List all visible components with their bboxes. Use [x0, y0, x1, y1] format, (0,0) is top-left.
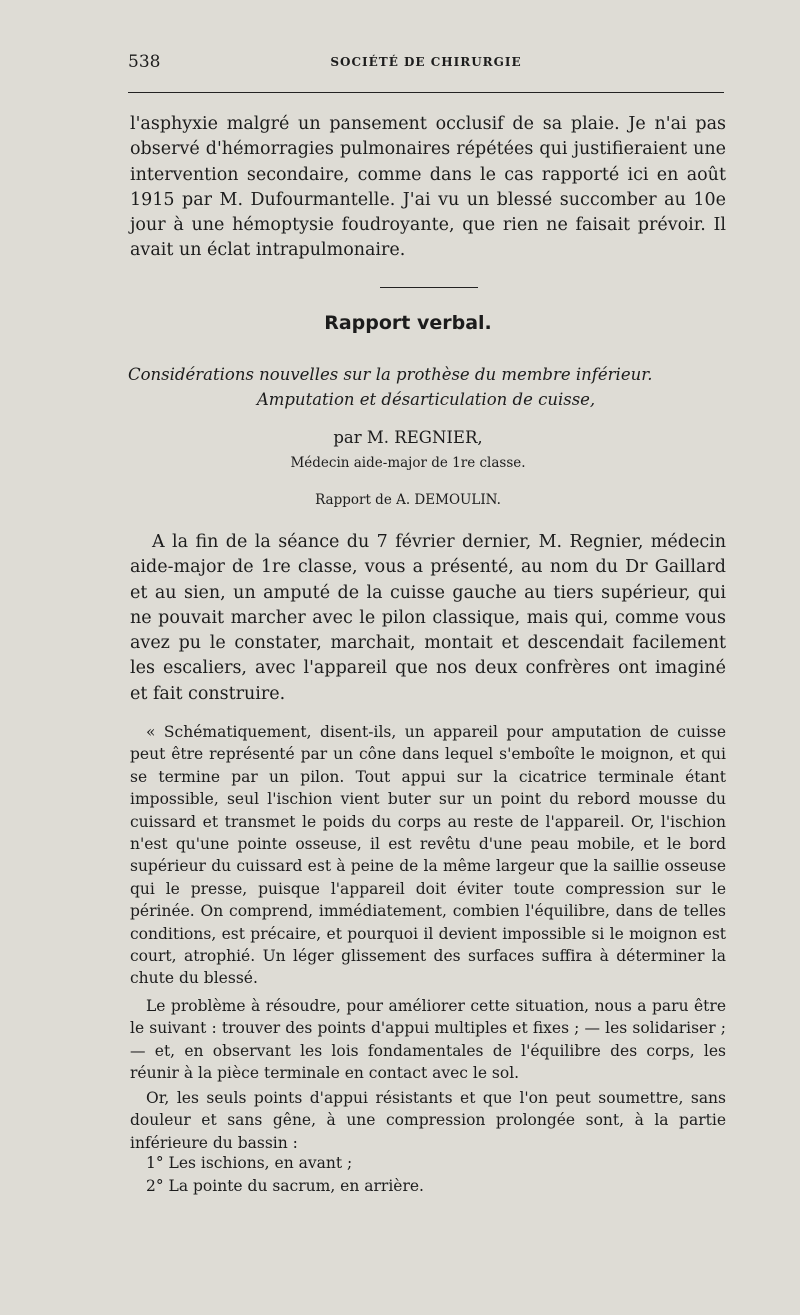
page-number: 538 — [128, 52, 161, 72]
list-item: 2° La pointe du sacrum, en arrière. — [146, 1177, 424, 1195]
author-byline: par M. REGNIER, — [333, 428, 483, 447]
subtitle-line-2: Amputation et désarticulation de cuisse, — [256, 390, 596, 409]
page-header — [128, 52, 724, 76]
quote-paragraph-1: « Schématiquement, disent-ils, un appareil pour amputation de cuisse peut être représenté par un cône dans lequel s'emboîte le moignon, et qui se termine par un pilon. Tout appui sur la cicatrice terminale étant impossible, seul l'ischion vient buter sur un point du rebord mousse du cuissard et transmet le poids du corps au reste de l'appareil. Or, l'ischion n'est qu'une pointe osseuse, il est revêtu d'une peau mobile, et le bord supérieur du cuissard est à peine de la même largeur que la saillie osseuse qui le presse, puisque l'appareil doit éviter toute compression sur le périnée. On comprend, immédiatement, combien l'équilibre, dans de telles conditions, est précaire, et pourquoi il devient impossible si le moignon est court, atrophié. Un léger glissement des surfaces suffira à déterminer la chute du blessé. — [130, 723, 726, 988]
section-divider — [380, 287, 478, 288]
quote-paragraph-2: Le problème à résoudre, pour améliorer cette situation, nous a paru être le suivant : trouver des points d'appui multiples et fixes ; — les solidariser ; — et, en observant les lois fondamentales de l'équilibre des corps, les réunir à la pièce terminale en contact avec le sol. — [130, 997, 726, 1083]
reporter-line: Rapport de A. DEMOULIN. — [315, 492, 501, 508]
list-item: 1° Les ischions, en avant ; — [146, 1154, 353, 1172]
quote-paragraph-3: Or, les seuls points d'appui résistants et que l'on peut soumettre, sans douleur et sans gêne, à une compression prolongée sont, à la partie inférieure du bassin : — [130, 1089, 726, 1152]
header-rule — [128, 92, 724, 93]
paragraph-continuation: l'asphyxie malgré un pansement occlusif de sa plaie. Je n'ai pas observé d'hémorragies pulmonaires répétées qui justifieraient une intervention secondaire, comme dans le cas rapporté ici en août 1915 par M. Dufourmantelle. J'ai vu un blessé succomber au 10e jour à une hémoptysie foudroyante, que rien ne faisait prévoir. Il avait un éclat intrapulmonaire. — [130, 114, 726, 261]
running-head: SOCIÉTÉ DE CHIRURGIE — [330, 55, 522, 69]
subtitle-line-1: Considérations nouvelles sur la prothèse du membre inférieur. — [128, 365, 653, 384]
paragraph-intro: A la fin de la séance du 7 février dernier, M. Regnier, médecin aide-major de 1re classe, vous a présenté, au nom du Dr Gaillard et au sien, un amputé de la cuisse gauche au tiers supérieur, qui ne pouvait marcher avec le pilon classique, mais qui, comme vous avez pu le constater, marchait, montait et descendait facilement les escaliers, avec l'appareil que nos deux confrères ont imaginé et fait construire. — [130, 532, 726, 704]
author-affiliation: Médecin aide-major de 1re classe. — [290, 455, 526, 471]
section-title: Rapport verbal. — [324, 312, 492, 334]
report-subtitle — [128, 362, 724, 412]
